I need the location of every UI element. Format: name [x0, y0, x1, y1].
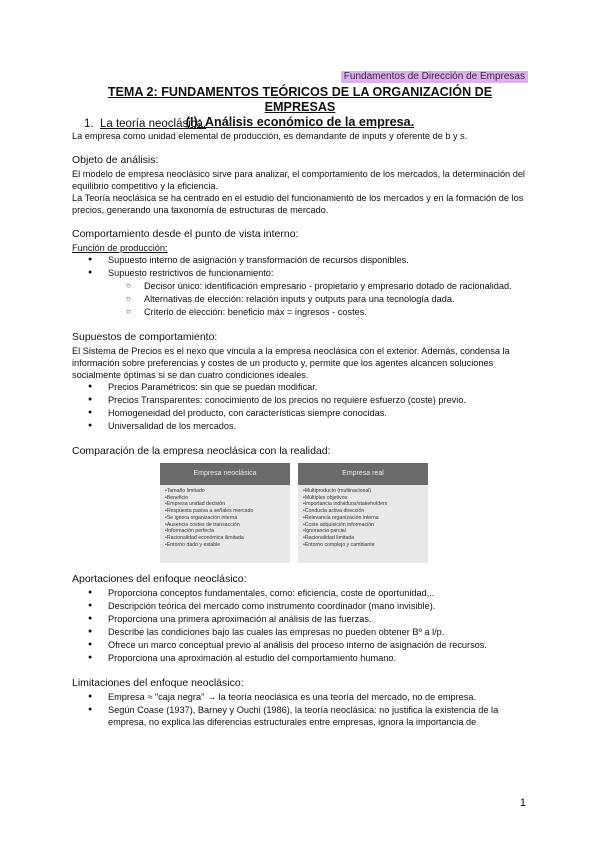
figure-right-list — [298, 485, 428, 551]
comparacion-heading: Comparación de la empresa neoclásica con la realidad: — [72, 445, 331, 457]
list-item: ● Proporciona conceptos fundamentales, como: eficiencia, coste de oportunidad,.. — [72, 587, 528, 599]
list-item: ● Universalidad de los mercados. — [72, 420, 528, 432]
funcion-produccion-label: Función de producción: — [72, 243, 168, 253]
figure-column-neoclasica — [160, 463, 290, 563]
supuestos-list — [72, 381, 528, 432]
figure-left-title: Empresa neoclásica — [160, 463, 290, 485]
list-item: ● Precios Paramétricos: sin que se puedan modificar. — [72, 381, 528, 393]
list-item: ● Proporciona una primera aproximación al análisis de las fuerzas. — [72, 613, 528, 625]
supuestos-paragraph: El Sistema de Precios es el nexo que vincula a la empresa neoclásica con el exterior. Además, condensa la información sobre preferencias y costes de un producto y, permite que los agentes alcancen soluciones socialmente óptimas si se dan cuatro condiciones ideales. — [72, 346, 510, 380]
figure-item: • Conducta activa dirección — [303, 508, 423, 515]
list-item: ● Supuesto restrictivos de funcionamiento: — [72, 267, 528, 279]
objeto-p1: El modelo de empresa neoclásico sirve para analizar, el comportamiento de los mercados, la determinación del equilibrio competitivo y la eficiencia. — [72, 169, 525, 191]
list-item: ● Ofrece un marco conceptual previo al análisis del proceso interno de asignación de recursos. — [72, 639, 528, 651]
figure-item: • Ignorancia parcial — [303, 528, 423, 535]
figure-item: • Racionalidad económica ilimitada — [165, 535, 285, 542]
list-item: ○ Criterio de elección: beneficio máx = ingresos - costes. — [72, 306, 528, 318]
aportaciones-list — [72, 587, 528, 664]
figure-item: • Coste adquisición información — [303, 522, 423, 529]
comparison-figure — [160, 463, 458, 563]
objeto-heading: Objeto de análisis: — [72, 154, 159, 166]
section-intro: La empresa como unidad elemental de producción, es demandante de inputs y oferente de b y s. — [72, 131, 468, 141]
comportamiento-heading: Comportamiento desde el punto de vista interno: — [72, 228, 299, 240]
supuestos-heading: Supuestos de comportamiento: — [72, 331, 218, 343]
aportaciones-heading: Aportaciones del enfoque neoclásico: — [72, 573, 247, 585]
figure-item: • Entorno complejo y cambiante — [303, 542, 423, 549]
figure-item: • Beneficio — [165, 495, 285, 502]
figure-item: • Se ignora organización interna — [165, 515, 285, 522]
section-heading — [84, 118, 528, 130]
figure-item: • Ausencia costes de transacción — [165, 522, 285, 529]
figure-left-list — [160, 485, 290, 551]
figure-item: • Racionalidad limitada — [303, 535, 423, 542]
figure-right-title: Empresa real — [298, 463, 428, 485]
list-item: ● Descripción teórica del mercado como instrumento coordinador (mano invisible). — [72, 600, 528, 612]
figure-item: • Relevancia organización interna — [303, 515, 423, 522]
list-item: ○ Decisor único: identificación empresario - propietario y empresario dotado de racionalidad. — [72, 280, 528, 292]
figure-item: • Multiproducto (multinacional) — [303, 488, 423, 495]
header-tag: Fundamentos de Dirección de Empresas — [341, 71, 528, 83]
supuestos-restrictivos-list — [72, 280, 528, 318]
list-item: ● Proporciona una aproximación al estudio del comportamiento humano. — [72, 652, 528, 664]
figure-item: • Respuesta pasiva a señales mercado — [165, 508, 285, 515]
content — [72, 118, 528, 729]
list-item: ● Según Coase (1937), Barney y Ouchi (1986), la teoría neoclásica: no justifica la existencia de la empresa, no explica las diferencias estructurales entre empresas, ignora la importancia de — [72, 704, 528, 728]
title-line-1: TEMA 2: FUNDAMENTOS TEÓRICOS DE LA ORGANIZACIÓN DE EMPRESAS — [107, 85, 493, 114]
page-number: 1 — [519, 797, 526, 809]
list-item: ● Empresa ≈ "caja negra" → la teoría neoclásica es una teoría del mercado, no de empresa. — [72, 691, 528, 703]
section-number: 1. — [84, 118, 94, 130]
figure-item: • Tamaño limitado — [165, 488, 285, 495]
section-title: La teoría neoclásica. — [99, 118, 207, 130]
figure-column-real — [298, 463, 428, 563]
figure-item: • Empresa unidad decisión — [165, 501, 285, 508]
figure-item: • Entorno dado y estable — [165, 542, 285, 549]
comportamiento-list — [72, 254, 528, 279]
figure-item: • Múltiples objetivos — [303, 495, 423, 502]
list-item: ● Homogeneidad del producto, con características siempre conocidas. — [72, 407, 528, 419]
list-item: ● Precios Transparentes: conocimiento de los precios no requiere esfuerzo (coste) previo. — [72, 394, 528, 406]
figure-item: • Importancia individuos/stakeholders — [303, 501, 423, 508]
limitaciones-list — [72, 691, 528, 728]
objeto-p2: La Teoría neoclásica se ha centrado en el estudio del funcionamiento de los mercados y en la formación de los precios, generando una taxonomía de estructuras de mercado. — [72, 193, 524, 215]
list-item: ● Supuesto interno de asignación y transformación de recursos disponibles. — [72, 254, 528, 266]
title-line-2: (I): Análisis económico de la empresa. — [185, 115, 415, 129]
figure-item: • Información perfecta — [165, 528, 285, 535]
list-item: ○ Alternativas de elección: relación inputs y outputs para una tecnología dada. — [72, 293, 528, 305]
list-item: ● Describe las condiciones bajo las cuales las empresas no pueden obtener Bº a l/p. — [72, 626, 528, 638]
limitaciones-heading: Limitaciones del enfoque neoclásico: — [72, 677, 244, 689]
